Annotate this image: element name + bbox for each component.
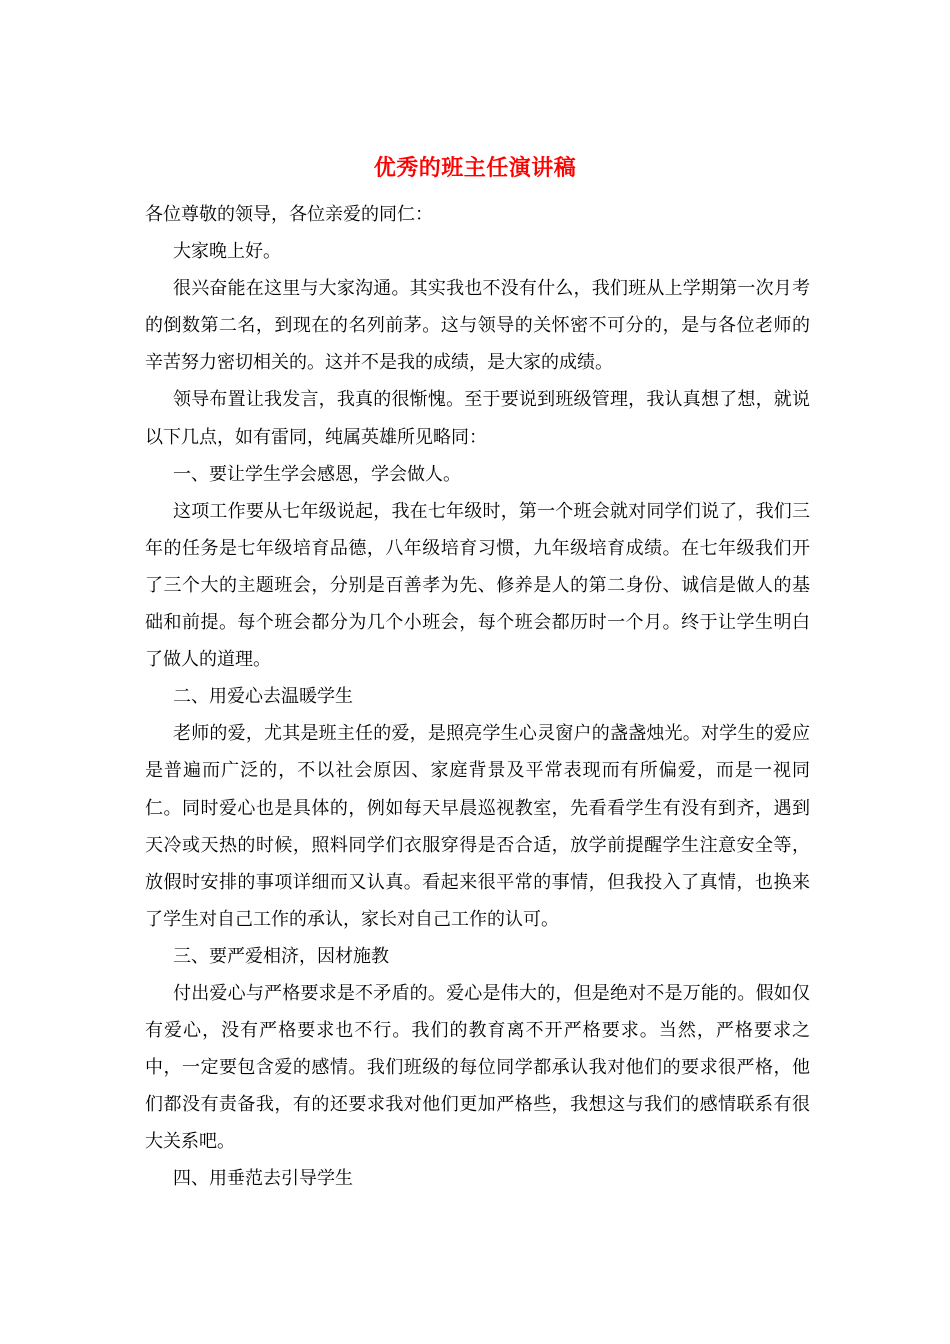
body-paragraph: 这项工作要从七年级说起，我在七年级时，第一个班会就对同学们说了，我们三年的任务是七年级培育品德，八年级培育习惯，九年级培育成绩。在七年级我们开了三个大的主题班会，分别是百善孝为先、修养是人的第二身份、诚信是做人的基础和前提。每个班会都分为几个小班会，每个班会都历时一个月。终于让学生明白了做人的道理。	[145, 500, 810, 671]
body-paragraph: 很兴奋能在这里与大家沟通。其实我也不没有什么，我们班从上学期第一次月考的倒数第二名，到现在的名列前茅。这与领导的关怀密不可分的，是与各位老师的辛苦努力密切相关的。这并不是我的成绩，是大家的成绩。	[145, 278, 810, 374]
section-heading: 一、要让学生学会感恩，学会做人。	[173, 463, 461, 485]
body-paragraph: 领导布置让我发言，我真的很惭愧。至于要说到班级管理，我认真想了想，就说以下几点，如有雷同，纯属英雄所见略同：	[145, 389, 810, 448]
document-title: 优秀的班主任演讲稿	[373, 155, 577, 181]
body-paragraph: 付出爱心与严格要求是不矛盾的。爱心是伟大的，但是绝对不是万能的。假如仅有爱心，没有严格要求也不行。我们的教育离不开严格要求。当然，严格要求之中，一定要包含爱的感情。我们班级的每位同学都承认我对他们的要求很严格，他们都没有责备我，有的还要求我对他们更加严格些，我想这与我们的感情联系有很大关系吧。	[145, 982, 810, 1153]
section-heading: 二、用爱心去温暖学生	[173, 686, 353, 708]
greeting-paragraph: 大家晚上好。	[173, 241, 281, 263]
body-paragraph: 老师的爱，尤其是班主任的爱，是照亮学生心灵窗户的盏盏烛光。对学生的爱应是普遍而广泛的，不以社会原因、家庭背景及平常表现而有所偏爱，而是一视同仁。同时爱心也是具体的，例如每天早晨巡视教室，先看看学生有没有到齐，遇到天冷或天热的时候，照料同学们衣服穿得是否合适，放学前提醒学生注意安全等，放假时安排的事项详细而又认真。看起来很平常的事情，但我投入了真情，也换来了学生对自己工作的承认，家长对自己工作的认可。	[145, 723, 810, 930]
section-heading: 四、用垂范去引导学生	[173, 1168, 353, 1190]
document-body	[145, 196, 810, 1198]
section-heading: 三、要严爱相济，因材施教	[173, 945, 389, 967]
salutation-paragraph: 各位尊敬的领导，各位亲爱的同仁：	[145, 204, 433, 225]
